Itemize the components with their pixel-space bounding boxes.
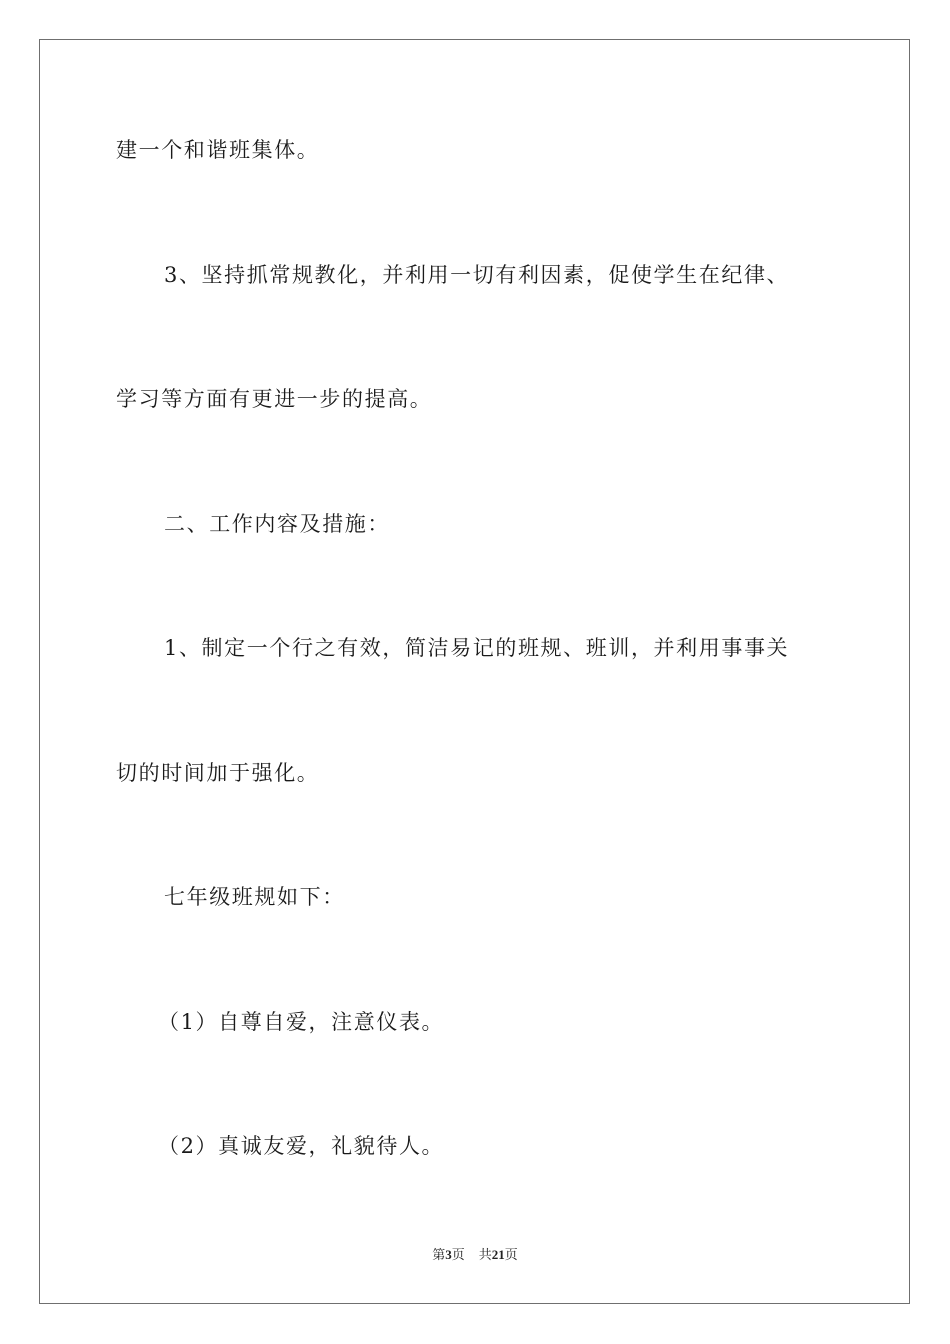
text-line-5: 1、制定一个行之有效，简洁易记的班规、班训，并利用事事关 — [164, 636, 790, 660]
footer-page-number: 3 — [445, 1247, 452, 1262]
section-heading: 二、工作内容及措施： — [164, 512, 390, 536]
footer-total-suffix: 页 — [504, 1247, 518, 1262]
text-line-1: 建一个和谐班集体。 — [116, 138, 320, 162]
page-border — [39, 39, 910, 1304]
page-footer — [0, 1246, 950, 1264]
text-line-3: 学习等方面有更进一步的提高。 — [116, 387, 433, 411]
text-line-7: 七年级班规如下： — [164, 885, 345, 909]
text-line-6: 切的时间加于强化。 — [116, 761, 320, 785]
text-line-2: 3、坚持抓常规教化，并利用一切有利因素，促使学生在纪律、 — [164, 263, 790, 287]
footer-total-prefix: 共 — [478, 1247, 492, 1262]
footer-page-prefix: 第 — [432, 1247, 446, 1262]
rule-item-1: （1）自尊自爱，注意仪表。 — [158, 1010, 445, 1034]
footer-page-suffix: 页 — [451, 1247, 465, 1262]
footer-total-pages: 21 — [491, 1247, 505, 1262]
rule-item-2: （2）真诚友爱，礼貌待人。 — [158, 1134, 445, 1158]
